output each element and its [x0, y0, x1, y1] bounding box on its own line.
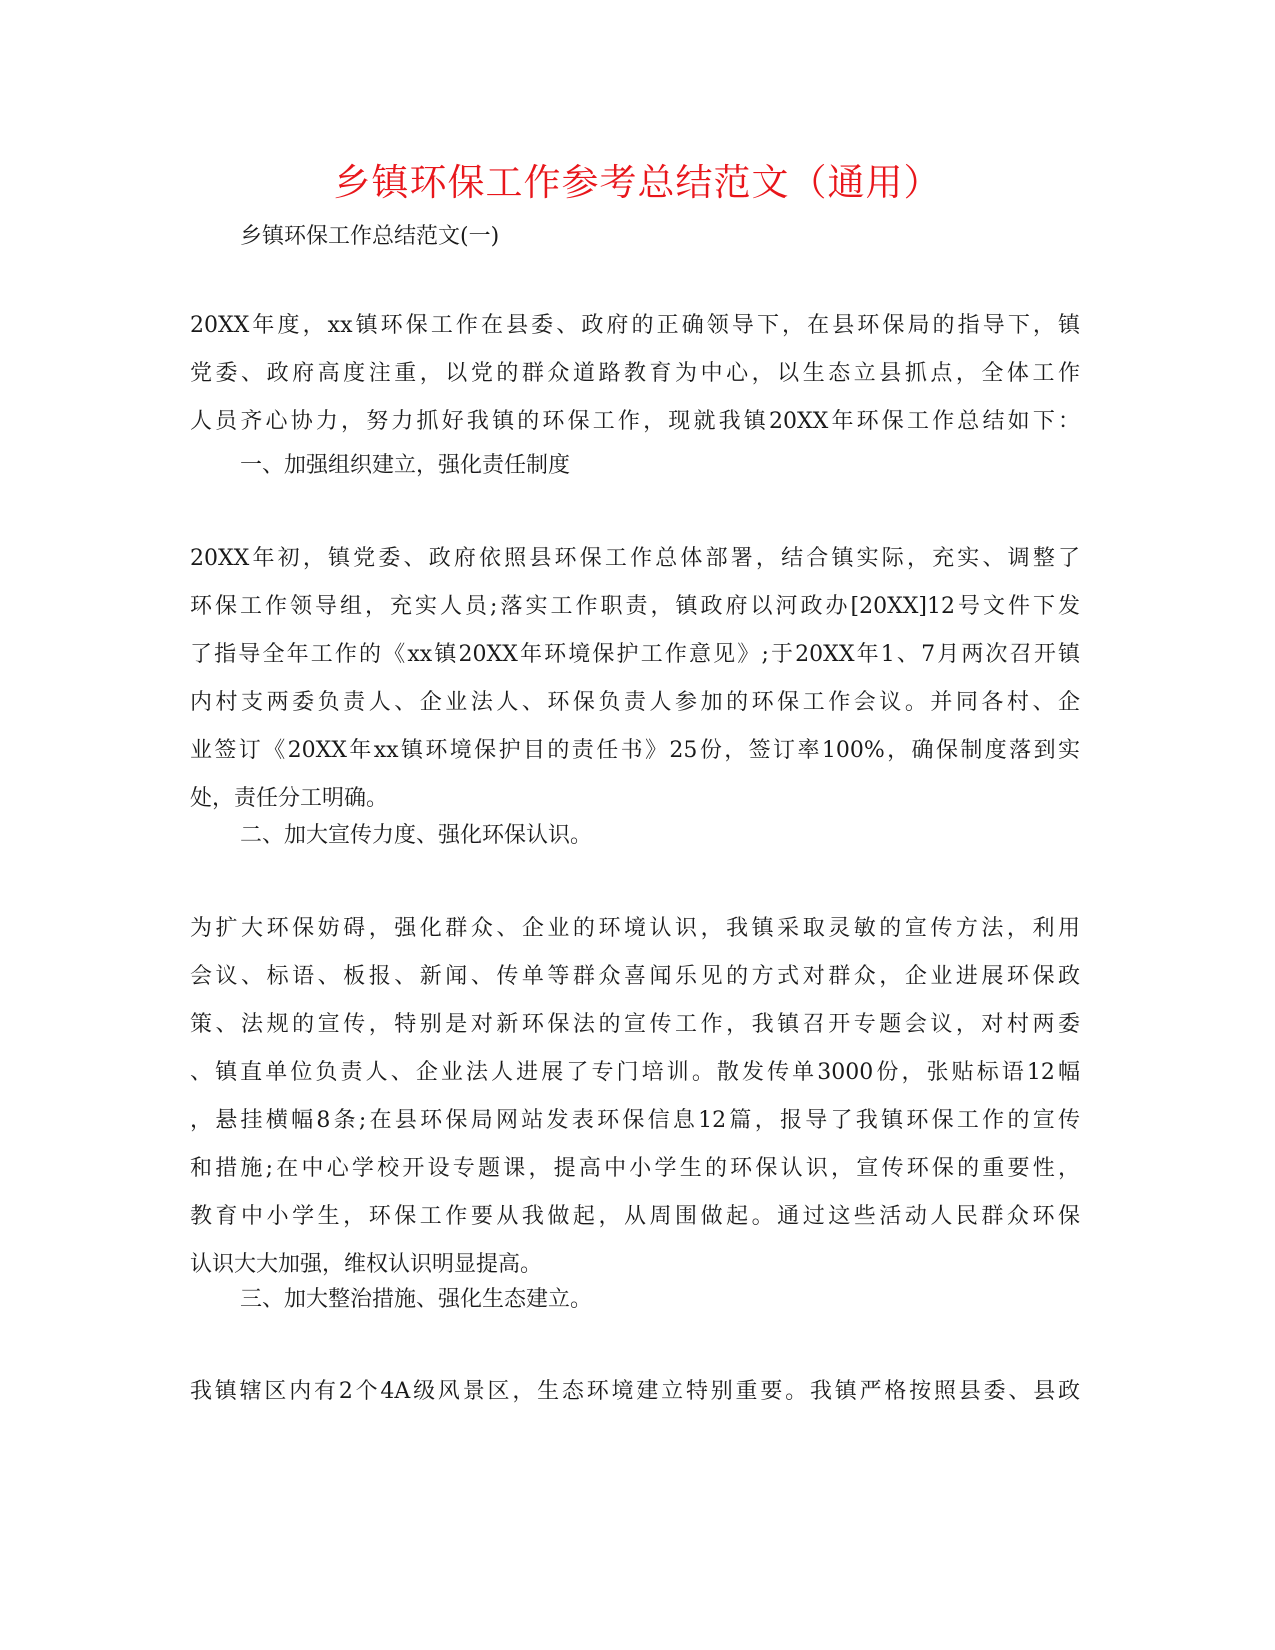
paragraph-line: 教育中小学生，环保工作要从我做起，从周围做起。通过这些活动人民群众环保: [190, 1204, 1080, 1229]
document-title: 乡镇环保工作参考总结范文（通用）: [333, 161, 942, 204]
paragraph-line: 为扩大环保妨碍，强化群众、企业的环境认识，我镇采取灵敏的宣传方法，利用: [190, 916, 1080, 941]
paragraph-line: ，悬挂横幅8条;在县环保局网站发表环保信息12篇，报导了我镇环保工作的宣传: [190, 1108, 1080, 1133]
paragraph-3: [190, 905, 1080, 1289]
section-heading-1: 一、加强组织建立，强化责任制度: [240, 453, 571, 478]
paragraph-line: 策、法规的宣传，特别是对新环保法的宣传工作，我镇召开专题会议，对村两委: [190, 1012, 1080, 1037]
paragraph-line: 内村支两委负责人、企业法人、环保负责人参加的环保工作会议。并同各村、企: [190, 690, 1080, 715]
section-heading-2: 二、加大宣传力度、强化环保认识。: [240, 823, 593, 848]
paragraph-line: 处，责任分工明确。: [190, 786, 389, 811]
paragraph-line: 业签订《20XX年xx镇环境保护目的责任书》25份，签订率100%，确保制度落到实: [190, 738, 1080, 763]
paragraph-line: 认识大大加强，维权认识明显提高。: [190, 1252, 543, 1277]
paragraph-line: 和措施;在中心学校开设专题课，提高中小学生的环保认识，宣传环保的重要性，: [190, 1156, 1080, 1181]
paragraph-line: 20XX年初，镇党委、政府依照县环保工作总体部署，结合镇实际，充实、调整了: [190, 546, 1080, 571]
document-subtitle: 乡镇环保工作总结范文(一): [240, 224, 500, 249]
paragraph-line: 20XX年度，xx镇环保工作在县委、政府的正确领导下，在县环保局的指导下，镇: [190, 313, 1080, 338]
section-heading-3: 三、加大整治措施、强化生态建立。: [240, 1287, 593, 1312]
paragraph-4: [190, 1368, 1080, 1416]
paragraph-line: 党委、政府高度注重，以党的群众道路教育为中心，以生态立县抓点，全体工作: [190, 361, 1080, 386]
paragraph-2: [190, 535, 1080, 823]
paragraph-line: 、镇直单位负责人、企业法人进展了专门培训。散发传单3000份，张贴标语12幅: [190, 1060, 1080, 1085]
paragraph-line: 了指导全年工作的《xx镇20XX年环境保护工作意见》;于20XX年1、7月两次召开镇: [190, 642, 1080, 667]
paragraph-line: 环保工作领导组，充实人员;落实工作职责，镇政府以河政办[20XX]12号文件下发: [190, 594, 1080, 619]
paragraph-line: 会议、标语、板报、新闻、传单等群众喜闻乐见的方式对群众，企业进展环保政: [190, 964, 1080, 989]
paragraph-line: 人员齐心协力，努力抓好我镇的环保工作，现就我镇20XX年环保工作总结如下：: [190, 409, 1080, 434]
paragraph-1: [190, 302, 1080, 446]
paragraph-line: 我镇辖区内有2个4A级风景区，生态环境建立特别重要。我镇严格按照县委、县政: [190, 1379, 1080, 1404]
